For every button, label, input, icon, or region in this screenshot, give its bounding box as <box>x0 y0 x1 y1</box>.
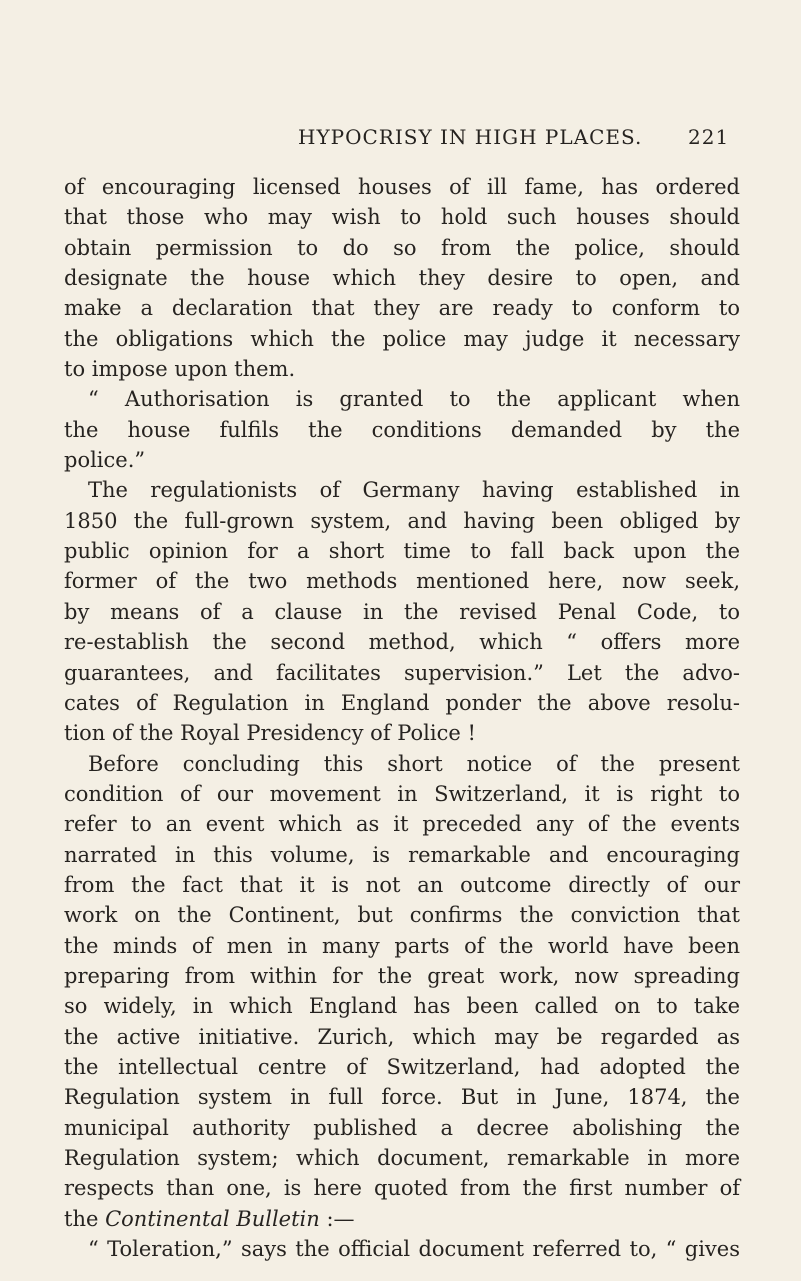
text-line: Regulation system; which document, remarkable in more <box>64 1146 740 1170</box>
text-line: obtain permission to do so from the police, should <box>64 235 740 260</box>
text-line: to impose upon them. <box>64 357 296 382</box>
text-line: work on the Continent, but confirms the conviction that <box>64 903 740 928</box>
text-line: by means of a clause in the revised Penal Code, to <box>64 599 740 624</box>
text-line: narrated in this volume, is remarkable and encouraging <box>64 842 740 867</box>
text-line: police.” <box>64 448 146 473</box>
text-line: of encouraging licensed houses of ill fame, has ordered <box>64 175 740 199</box>
text-line: “ Toleration,” says the official document referred to, “ gives <box>88 1237 740 1262</box>
text-line: Regulation system in full force. But in June, 1874, the <box>64 1085 740 1110</box>
running-title: HYPOCRISY IN HIGH PLACES. <box>298 125 643 149</box>
text-line: cates of Regulation in England ponder the above resolu- <box>64 690 740 715</box>
text-line: former of the two methods mentioned here, now seek, <box>64 569 740 594</box>
text-line: Before concluding this short notice of the present <box>88 751 740 776</box>
text-line: so widely, in which England has been called on to take <box>64 994 740 1019</box>
publication-title: Continental Bulletin <box>105 1206 320 1231</box>
text-line: the active initiative. Zurich, which may be regarded as <box>64 1024 740 1049</box>
text-line: municipal authority published a decree abolishing the <box>64 1115 740 1140</box>
page-number: 221 <box>688 125 730 149</box>
text-line: the minds of men in many parts of the world have been <box>64 933 740 958</box>
text-line: make a declaration that they are ready to conform to <box>64 296 740 321</box>
running-head <box>298 125 688 155</box>
text-line: the obligations which the police may judge it necessary <box>64 326 740 351</box>
text-line <box>64 1204 740 1234</box>
text-line: designate the house which they desire to open, and <box>64 266 740 291</box>
text-line: respects than one, is here quoted from the first number of <box>64 1176 740 1201</box>
text-line: re-establish the second method, which “ offers more <box>64 630 740 655</box>
text-line: condition of our movement in Switzerland, it is right to <box>64 781 740 806</box>
text-line: “ Authorisation is granted to the applicant when <box>88 387 740 412</box>
text-fragment: the <box>64 1206 106 1231</box>
text-line: The regulationists of Germany having established in <box>88 478 740 503</box>
text-line: public opinion for a short time to fall back upon the <box>64 539 740 564</box>
text-line: the house fulfils the conditions demanded by the <box>64 417 740 442</box>
text-line: the intellectual centre of Switzerland, had adopted the <box>64 1054 740 1079</box>
text-line: refer to an event which as it preceded any of the events <box>64 812 740 837</box>
text-line: 1850 the full-grown system, and having been obliged by <box>64 508 740 533</box>
text-line: preparing from within for the great work, now spreading <box>64 963 740 988</box>
text-line: guarantees, and facilitates supervision.” Let the advo- <box>64 660 740 685</box>
text-fragment: :— <box>319 1206 355 1231</box>
body-text <box>64 172 740 1264</box>
text-line: tion of the Royal Presidency of Police ! <box>64 721 476 746</box>
text-line: from the fact that it is not an outcome directly of our <box>64 872 740 897</box>
text-line: that those who may wish to hold such houses should <box>64 205 740 230</box>
